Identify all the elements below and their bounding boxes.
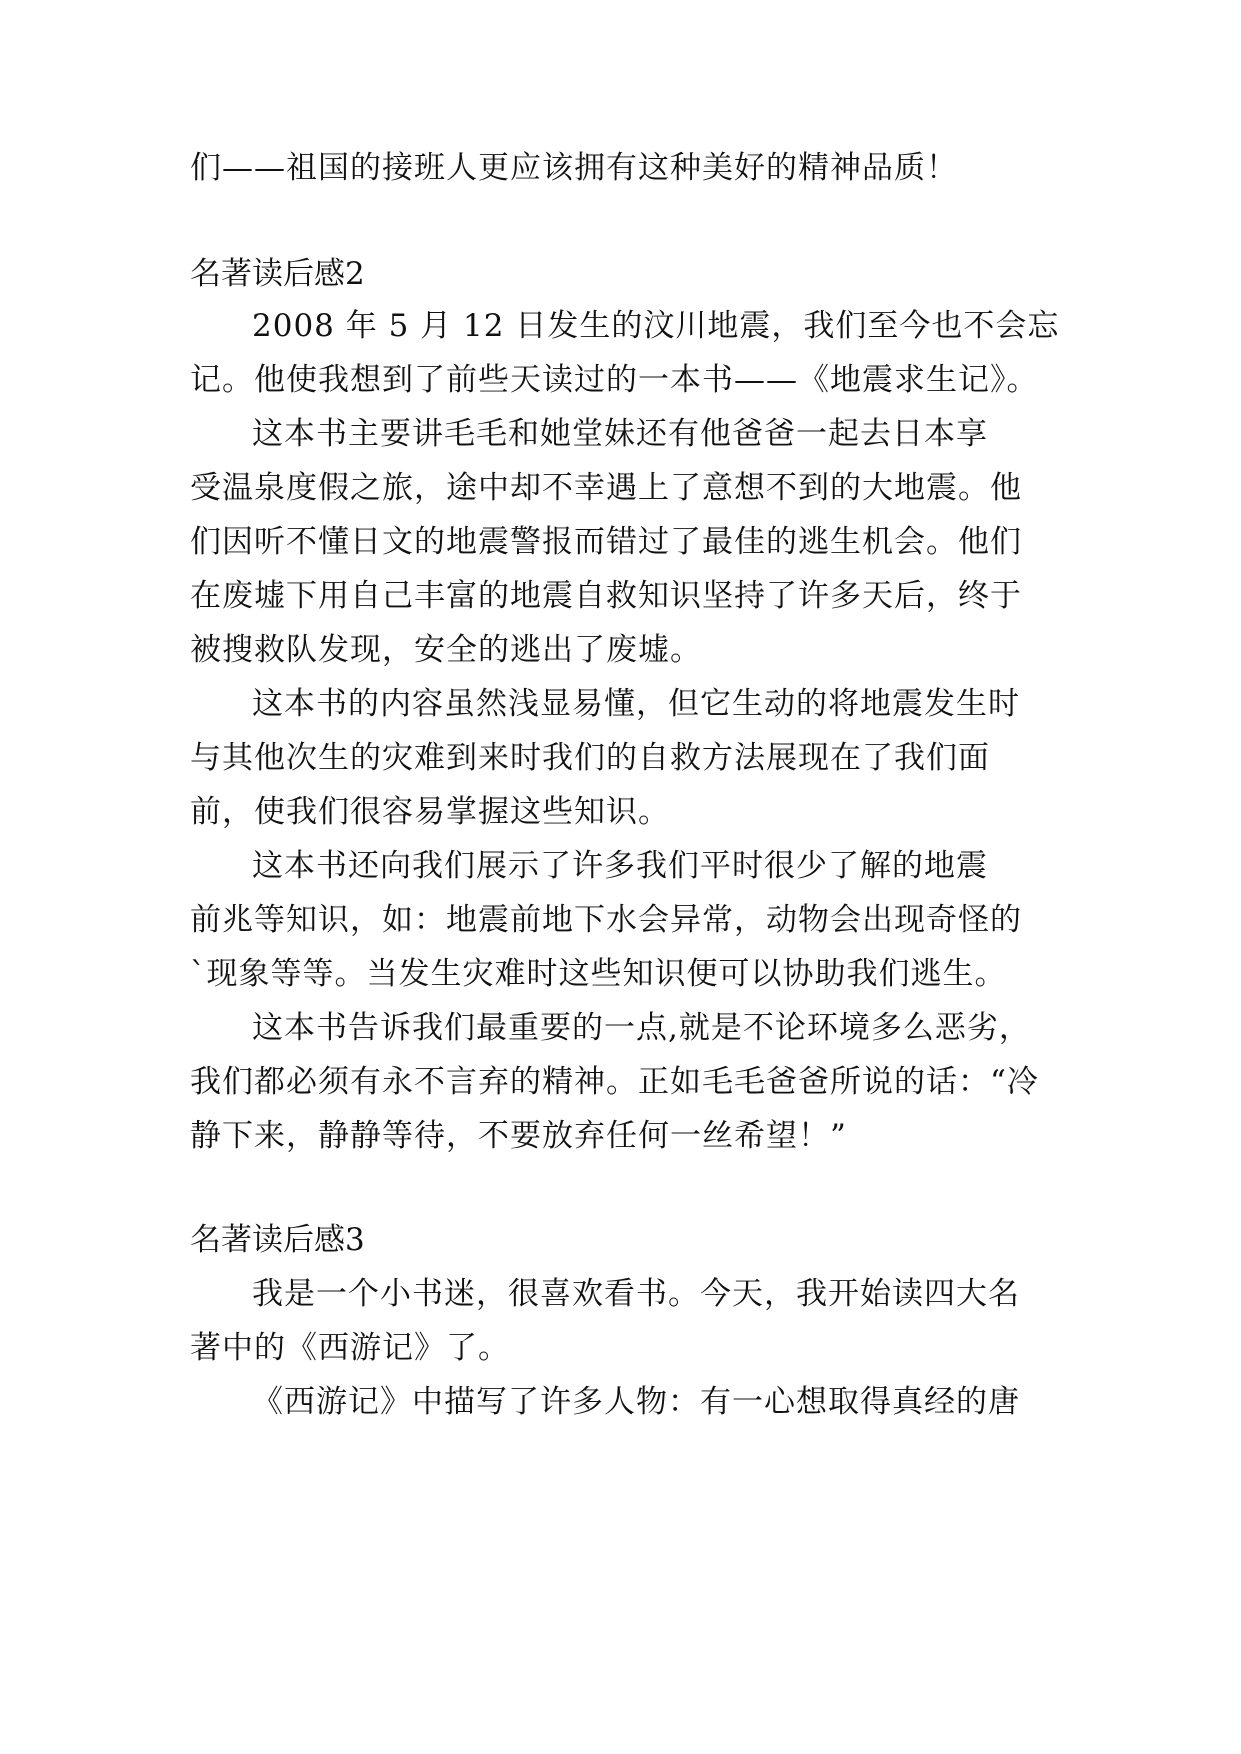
section-title: 名著读后感3 bbox=[190, 1222, 365, 1258]
paragraph-line: 受温泉度假之旅，途中却不幸遇上了意想不到的大地震。他 bbox=[190, 470, 1022, 506]
paragraph-line: 这本书主要讲毛毛和她堂妹还有他爸爸一起去日本享 bbox=[252, 416, 988, 452]
paragraph-line: 这本书的内容虽然浅显易懂，但它生动的将地震发生时 bbox=[252, 686, 1020, 722]
paragraph-line: 们——祖国的接班人更应该拥有这种美好的精神品质！ bbox=[190, 150, 958, 186]
paragraph-line: 这本书告诉我们最重要的一点,就是不论环境多么恶劣， bbox=[252, 1010, 1031, 1046]
paragraph-line: 我是一个小书迷，很喜欢看书。今天，我开始读四大名 bbox=[252, 1276, 1020, 1312]
paragraph-line: 静下来，静静等待，不要放弃任何一丝希望！” bbox=[190, 1118, 847, 1154]
paragraph-line: 这本书还向我们展示了许多我们平时很少了解的地震 bbox=[252, 848, 988, 884]
paragraph-line: 记。他使我想到了前些天读过的一本书——《地震求生记》。 bbox=[190, 362, 1039, 398]
paragraph-line: 们因听不懂日文的地震警报而错过了最佳的逃生机会。他们 bbox=[190, 524, 1022, 560]
paragraph-line: 著中的《西游记》了。 bbox=[190, 1330, 510, 1366]
paragraph-line: 被搜救队发现，安全的逃出了废墟。 bbox=[190, 632, 702, 668]
paragraph-line: 《西游记》中描写了许多人物：有一心想取得真经的唐 bbox=[252, 1384, 1020, 1420]
paragraph-line: 我们都必须有永不言弃的精神。正如毛毛爸爸所说的话：“冷 bbox=[190, 1064, 1039, 1100]
paragraph-line: `现象等等。当发生灾难时这些知识便可以协助我们逃生。 bbox=[190, 956, 1007, 992]
paragraph-line: 在废墟下用自己丰富的地震自救知识坚持了许多天后，终于 bbox=[190, 578, 1022, 614]
paragraph-line: 2008 年 5 月 12 日发生的汶川地震，我们至今也不会忘 bbox=[252, 308, 1060, 344]
paragraph-line: 前兆等知识，如：地震前地下水会异常，动物会出现奇怪的 bbox=[190, 902, 1022, 938]
paragraph-line: 前，使我们很容易掌握这些知识。 bbox=[190, 794, 670, 830]
section-title: 名著读后感2 bbox=[190, 256, 365, 292]
paragraph-line: 与其他次生的灾难到来时我们的自救方法展现在了我们面 bbox=[190, 740, 990, 776]
